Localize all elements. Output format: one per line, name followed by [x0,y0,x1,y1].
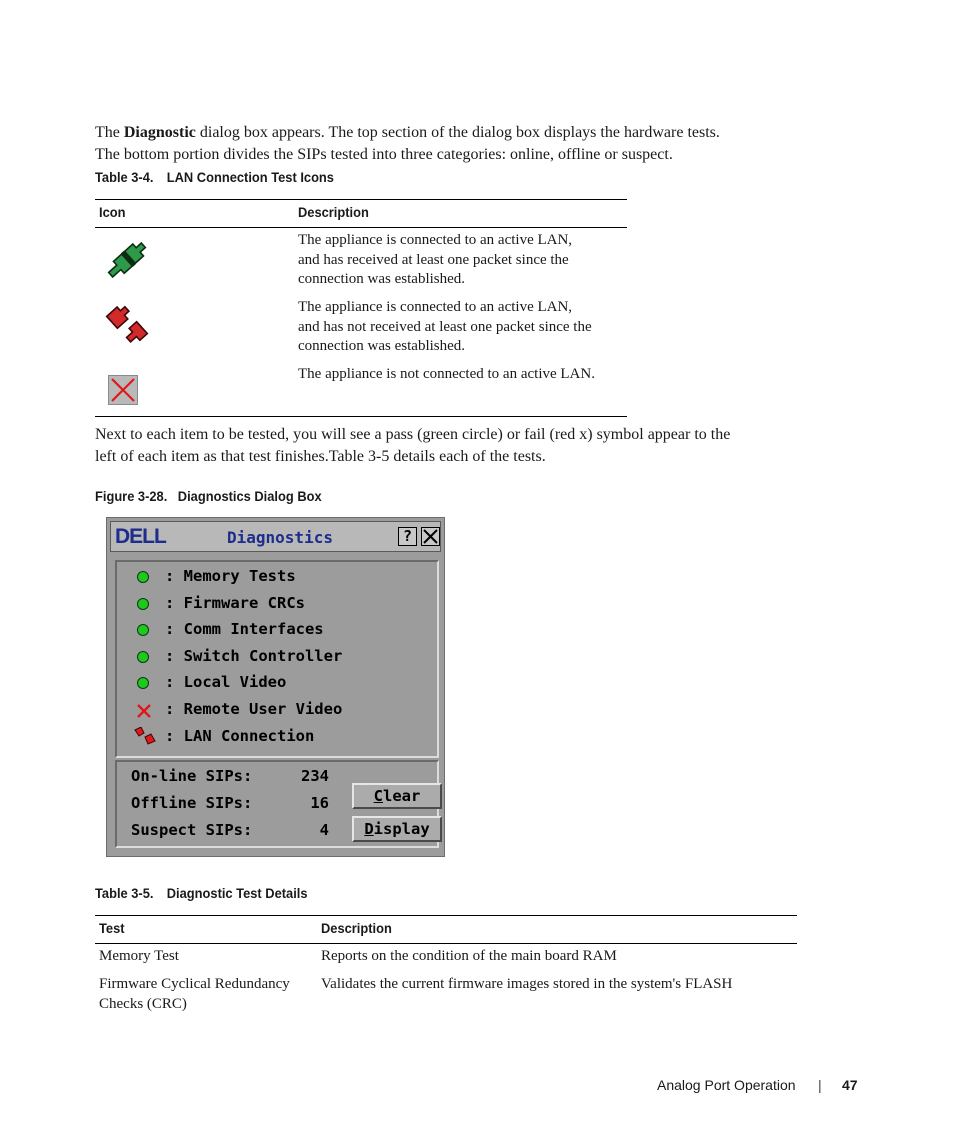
column-header-description: Description [321,920,392,936]
pass-circle-icon [137,571,149,583]
test-name-line: Firmware Cyclical Redundancy [99,976,290,992]
pass-fail-paragraph [95,424,895,468]
test-label: : Local Video [165,673,287,692]
test-label: : Remote User Video [165,700,343,718]
intro-text-post: dialog box appears. The top section of the dialog box displays the hardware tests. [195,124,720,141]
display-button[interactable] [352,816,442,842]
table-row-2-description: Validates the current firmware images stored in the system's FLASH [321,976,733,992]
column-header-icon: Icon [99,204,126,220]
pass-circle-icon [137,598,149,610]
online-sips-label: On-line SIPs: [131,767,253,785]
table-3-4-caption [95,169,334,185]
page-number: 47 [842,1077,858,1093]
table-row-3-description [298,365,595,385]
sips-panel [115,760,439,848]
test-row [117,647,417,669]
table-row-1-description: Reports on the condition of the main board RAM [321,948,617,964]
close-icon [422,528,439,545]
test-label: : Firmware CRCs [165,593,305,612]
lan-connector-icon [133,727,157,747]
help-button[interactable]: ? [398,527,417,546]
clear-rest: lear [383,787,421,805]
footer-separator: | [818,1077,822,1093]
intro-bold-term: Diagnostic [123,124,196,141]
test-row [117,620,417,642]
display-mnemonic: D [364,820,374,838]
lan-disconnected-x-icon [108,375,138,405]
test-row [117,673,417,695]
intro-paragraph [95,122,875,166]
dialog-title: Diagnostics [227,528,333,547]
test-name-line: Checks (CRC) [99,995,187,1012]
table-row-1-test [99,947,179,967]
description-line: The appliance is connected to an active LAN, [298,299,573,315]
figure-title: Diagnostics Dialog Box [177,488,322,504]
table-row-1-description [298,231,572,290]
test-label: : Switch Controller [165,646,343,665]
table-title: LAN Connection Test Icons [166,169,334,185]
suspect-sips-value: 4 [319,821,329,839]
description-line: connection was established. [298,338,466,354]
table-top-rule [95,915,797,916]
paragraph-line-1: Next to each item to be tested, you will see a pass (green circle) or fail (red x) symbol appear to the [95,426,731,443]
online-sips-value: 234 [301,767,329,785]
close-button[interactable] [421,527,440,546]
pass-circle-icon [137,651,149,663]
suspect-sips-label: Suspect SIPs: [131,821,253,839]
svg-text:DELL: DELL [115,526,166,546]
footer-section-title: Analog Port Operation [657,1077,796,1093]
figure-3-28-caption [95,488,322,504]
offline-sips-label: Offline SIPs: [131,794,253,812]
test-row [117,700,417,722]
dell-logo [115,526,185,546]
lan-active-connector-icon [104,236,150,284]
test-label: : Comm Interfaces [165,620,324,639]
description-line: The appliance is not connected to an active LAN. [298,366,595,382]
test-label: : LAN Connection [165,726,315,745]
diagnostics-dialog [106,517,445,857]
tests-panel [115,560,439,758]
clear-mnemonic: C [373,787,383,805]
clear-button[interactable] [352,783,442,809]
paragraph-line-2: left of each item as that test finishes.Table 3-5 details each of the tests. [95,448,546,465]
display-rest: isplay [373,820,430,838]
lan-no-packet-connector-icon [104,303,150,347]
intro-line-2: The bottom portion divides the SIPs tested into three categories: online, offline or suspect. [95,146,673,163]
pass-circle-icon [137,624,149,636]
table-bottom-rule [95,416,627,417]
intro-text-pre: The [95,124,124,141]
table-header-rule [95,227,627,228]
intro-line-1 [95,122,875,144]
table-row-2-test [99,975,290,1014]
table-number: Table 3-5. [95,885,154,901]
test-row [117,567,417,589]
fail-x-icon [137,704,151,718]
table-title: Diagnostic Test Details [166,885,308,901]
description-line: and has not received at least one packet since the [298,318,592,335]
offline-sips-value: 16 [310,794,329,812]
table-header-rule [95,943,797,944]
test-row [117,727,417,749]
description-line: and has received at least one packet since the [298,251,569,268]
column-header-test: Test [99,920,125,936]
column-header-description: Description [298,204,369,220]
dialog-title-bar [110,521,441,552]
pass-circle-icon [137,677,149,689]
table-3-5-caption [95,885,308,901]
table-top-rule [95,199,627,200]
test-name-line: Memory Test [99,948,179,964]
description-line: connection was established. [298,271,466,287]
table-number: Table 3-4. [95,169,154,185]
test-label: : Memory Tests [165,567,296,585]
figure-number: Figure 3-28. [95,488,168,504]
description-line: The appliance is connected to an active LAN, [298,232,573,248]
table-row-2-description [298,298,592,357]
test-row [117,594,417,616]
